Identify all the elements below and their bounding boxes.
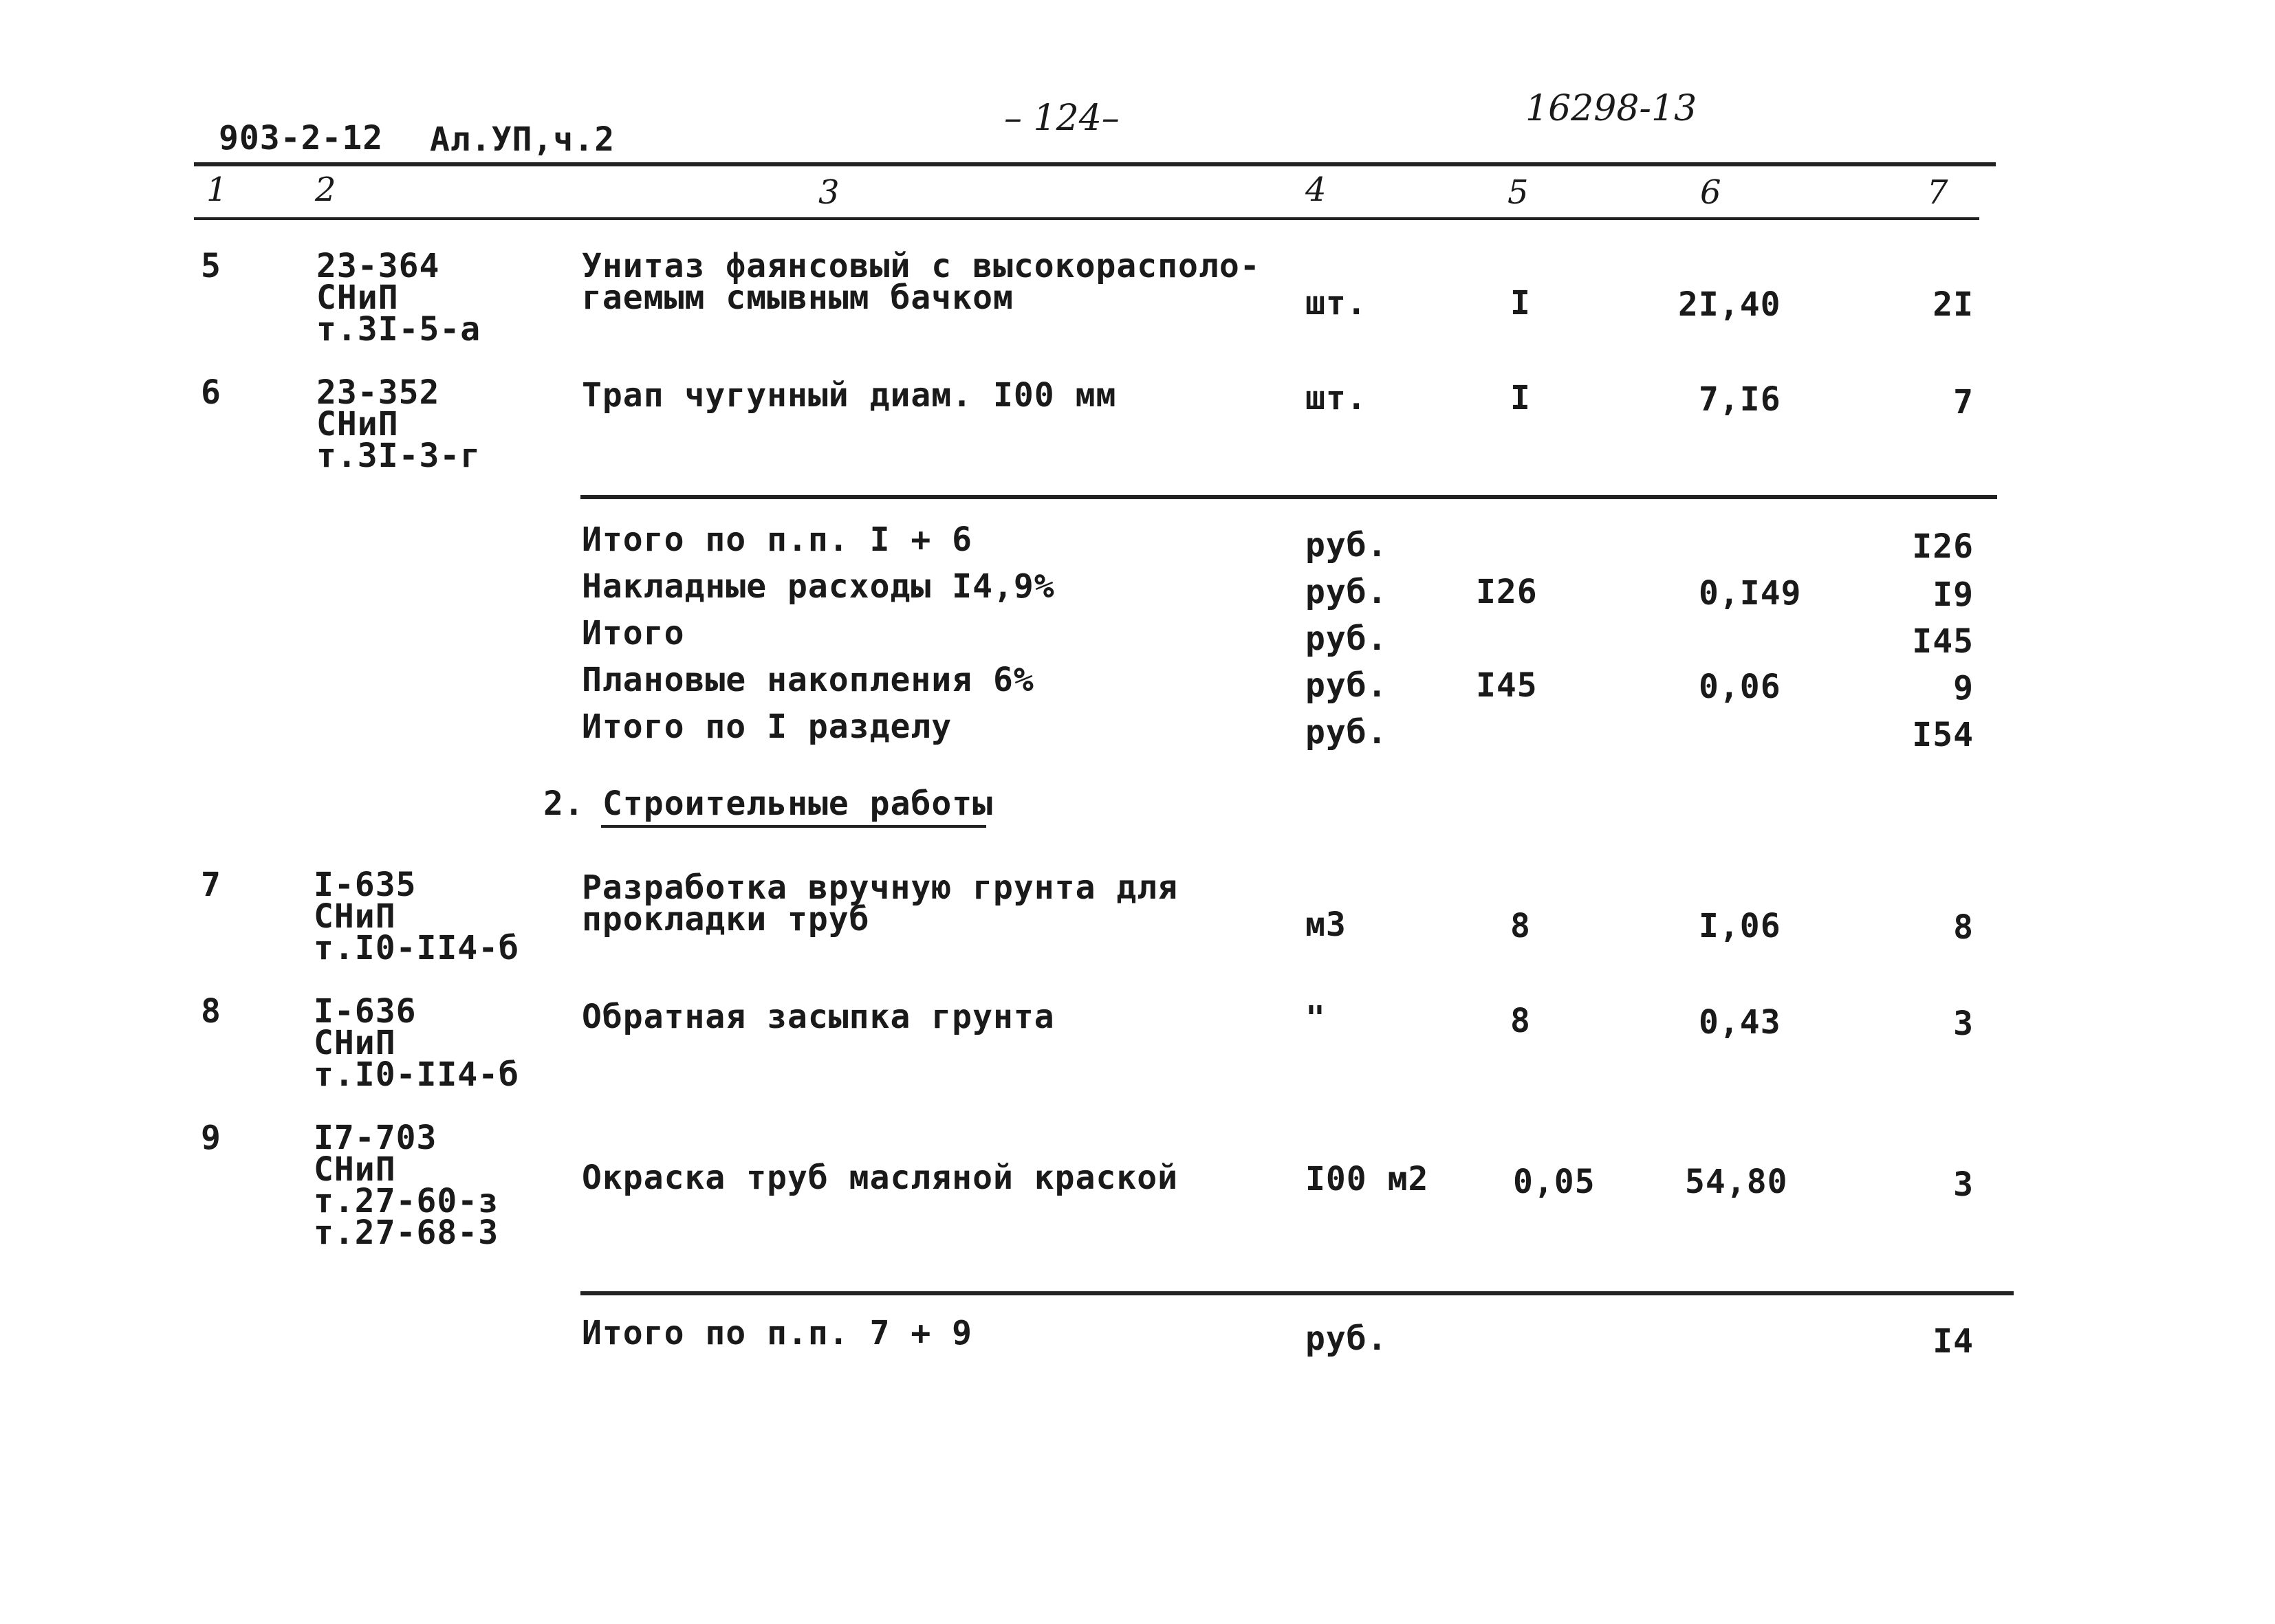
row-total: 7 [1953,383,1974,421]
quantity: 8 [1510,907,1531,945]
work-name: Унитаз фаянсовый с высокорасполо- гаемым смывным бачком [582,247,1261,317]
summary-total: I45 [1912,622,1974,661]
work-name: Обратная засыпка грунта [582,998,1055,1036]
unit: шт. [1305,284,1367,322]
col-1: 1 [206,171,228,209]
summary-unit: руб. [1305,666,1388,705]
work-name: Окраска труб масляной краской [582,1159,1179,1197]
column-header-rule [194,217,1979,220]
final-unit: руб. [1305,1319,1388,1358]
norm-code: I7-703 СНиП т.27-60-з т.27-68-3 [314,1119,499,1252]
summary-unit: руб. [1305,619,1388,658]
work-name: Трап чугунный диам. I00 мм [582,376,1117,415]
unit: шт. [1305,379,1367,417]
unit-price: 7,I6 [1699,380,1781,419]
section-title-underline [601,825,986,828]
summary-base: I26 [1476,573,1538,611]
row-number: 6 [201,373,221,412]
row-total: 3 [1953,1165,1974,1204]
summary-total: I26 [1912,527,1974,566]
unit-price: 54,80 [1685,1163,1788,1201]
work-name: Разработка вручную грунта для прокладки труб [582,868,1179,939]
doc-code: 903-2-12 [219,119,384,157]
final-total: I4 [1933,1322,1974,1361]
row-total: 8 [1953,908,1974,947]
section-number: 2. [543,784,585,823]
quantity: 8 [1510,1002,1531,1040]
summary-total: 9 [1953,669,1974,707]
row-total: 2I [1933,285,1974,324]
final-subtotal-rule [580,1291,2014,1295]
summary-label: Плановые накопления 6% [582,661,1034,699]
summary-rate: 0,06 [1699,668,1781,706]
col-6: 6 [1700,173,1721,212]
summary-total: I9 [1933,575,1974,614]
inventory-number: 16298-13 [1525,88,1697,129]
header-top-rule [194,162,1996,166]
norm-code: I-636 СНиП т.I0-II4-б [314,992,519,1094]
unit-price: 2I,40 [1678,285,1781,324]
summary-unit: руб. [1305,573,1388,611]
summary-rate: 0,I49 [1699,574,1802,613]
summary-label: Итого по п.п. I + 6 [582,520,973,559]
col-4: 4 [1305,171,1327,209]
subtotal-rule [580,495,1997,499]
row-total: 3 [1953,1005,1974,1043]
col-7: 7 [1927,173,1948,212]
row-number: 5 [201,247,221,285]
unit: I00 м2 [1305,1160,1429,1198]
quantity: 0,05 [1513,1163,1596,1201]
summary-total: I54 [1912,716,1974,754]
row-number: 9 [201,1119,221,1157]
section-title: Строительные работы [602,784,994,823]
unit-price: 0,43 [1699,1003,1781,1042]
final-label: Итого по п.п. 7 + 9 [582,1314,973,1352]
summary-label: Накладные расходы I4,9% [582,567,1055,606]
norm-code: I-635 СНиП т.I0-II4-б [314,866,519,967]
summary-unit: руб. [1305,526,1388,564]
row-number: 8 [201,992,221,1031]
album-ref: Ал.УП,ч.2 [430,120,616,159]
col-2: 2 [315,171,336,209]
col-5: 5 [1507,173,1529,212]
quantity: I [1510,379,1531,417]
page-number: – 124– [1004,98,1120,139]
summary-label: Итого по I разделу [582,707,953,746]
col-3: 3 [818,173,840,212]
norm-code: 23-352 СНиП т.3I-3-г [316,373,481,475]
row-number: 7 [201,866,221,904]
norm-code: 23-364 СНиП т.3I-5-а [316,247,481,349]
summary-base: I45 [1476,666,1538,705]
unit-price: I,06 [1699,907,1781,945]
unit: м3 [1305,906,1347,944]
unit: " [1305,999,1326,1038]
summary-label: Итого [582,614,685,652]
summary-unit: руб. [1305,713,1388,751]
quantity: I [1510,284,1531,322]
